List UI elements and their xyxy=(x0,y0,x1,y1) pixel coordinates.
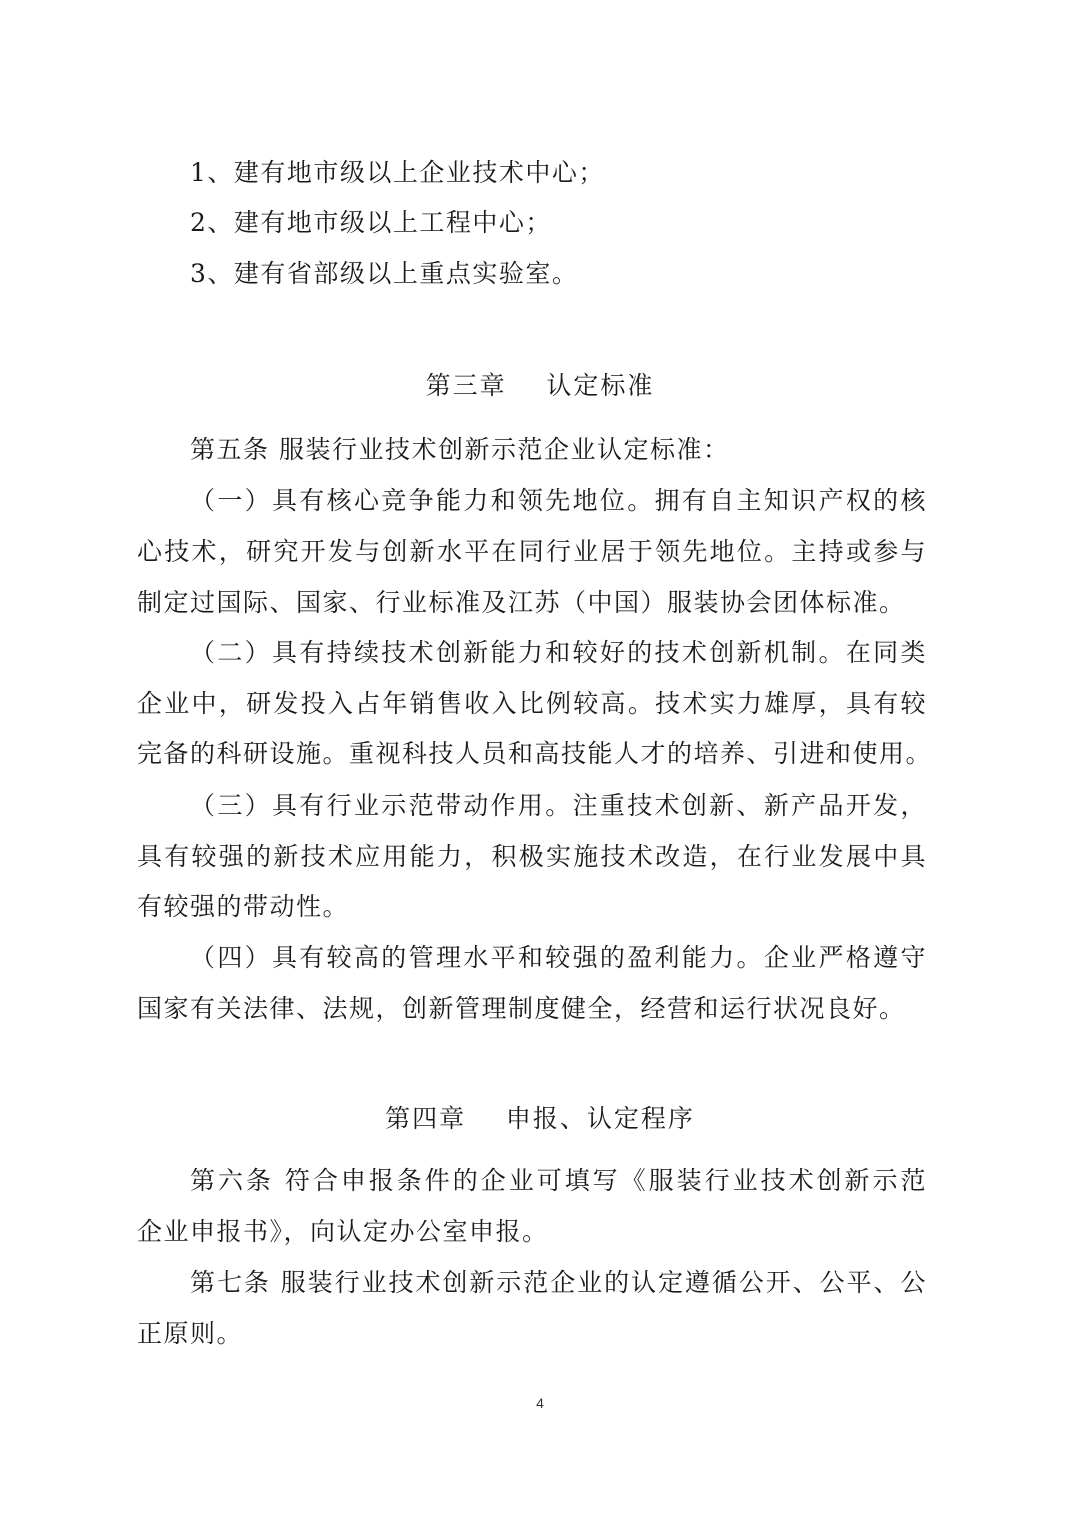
list-item-2: 2、建有地市级以上工程中心； xyxy=(190,208,552,237)
criterion-4-line-2: 国家有关法律、法规，创新管理制度健全，经营和运行状况良好。 xyxy=(137,994,906,1023)
chapter-3-title: 第三章 认定标准 xyxy=(425,371,655,400)
article-5-heading: 第五条 服装行业技术创新示范企业认定标准： xyxy=(190,435,730,464)
chapter-4-title: 第四章 申报、认定程序 xyxy=(385,1104,695,1133)
criterion-1-line-3: 制定过国际、国家、行业标准及江苏（中国）服装协会团体标准。 xyxy=(137,588,906,617)
criterion-3-line-3: 有较强的带动性。 xyxy=(137,892,350,921)
criterion-3-line-1: （三）具有行业示范带动作用。注重技术创新、新产品开发， xyxy=(190,791,927,820)
article-7-line-1: 第七条 服装行业技术创新示范企业的认定遵循公开、公平、公 xyxy=(190,1268,927,1297)
criterion-2-line-3: 完备的科研设施。重视科技人员和高技能人才的培养、引进和使用。 xyxy=(137,739,933,768)
criterion-2-line-1: （二）具有持续技术创新能力和较好的技术创新机制。在同类 xyxy=(190,638,927,667)
list-item-1: 1、建有地市级以上企业技术中心； xyxy=(190,158,605,187)
criterion-1-line-1: （一）具有核心竞争能力和领先地位。拥有自主知识产权的核 xyxy=(190,486,927,515)
page-number: 4 xyxy=(536,1395,544,1411)
criterion-3-line-2: 具有较强的新技术应用能力，积极实施技术改造，在行业发展中具 xyxy=(137,842,927,871)
article-6-line-1: 第六条 符合申报条件的企业可填写《服装行业技术创新示范 xyxy=(190,1166,927,1195)
criterion-4-line-1: （四）具有较高的管理水平和较强的盈利能力。企业严格遵守 xyxy=(190,943,927,972)
criterion-1-line-2: 心技术，研究开发与创新水平在同行业居于领先地位。主持或参与 xyxy=(137,537,927,566)
criterion-2-line-2: 企业中，研发投入占年销售收入比例较高。技术实力雄厚，具有较 xyxy=(137,689,927,718)
list-item-3: 3、建有省部级以上重点实验室。 xyxy=(190,259,579,288)
article-6-line-2: 企业申报书》，向认定办公室申报。 xyxy=(137,1217,549,1246)
article-7-line-2: 正原则。 xyxy=(137,1319,244,1348)
